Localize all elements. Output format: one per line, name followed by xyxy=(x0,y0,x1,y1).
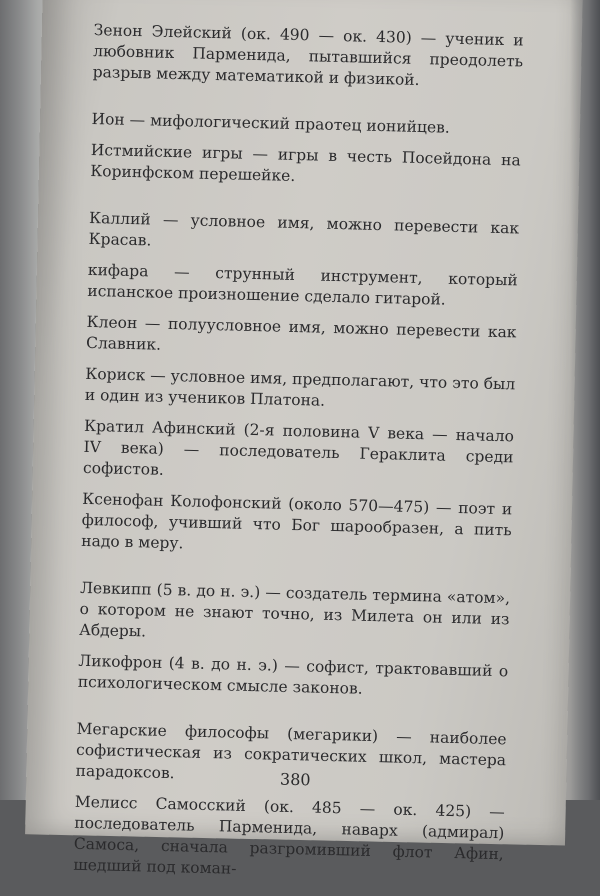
entry-melissus: Мелисс Самосский (ок. 485 — ок. 425) — последователь Парменида, наварх (адмирал) Самоса, сначала разгромивший флот Афин, шедший под коман- xyxy=(73,792,505,878)
entry-kithara: кифара — струнный инструмент, который испанское произношение сделало гитарой. xyxy=(87,260,518,309)
entry-kallias: Каллий — условное имя, можно перевести как Красав. xyxy=(88,208,520,250)
entry-cratylus: Кратил Афинский (2-я половина V века — начало IV века) — последователь Гераклита среди софистов. xyxy=(82,416,515,479)
entry-koriskos: Кориск — условное имя, предполагают, что это был и один из учеников Платона. xyxy=(84,364,516,410)
entry-zenon: Зенон Элейский (ок. 490 — ок. 430) — ученик и любовник Парменида, пытавшийся преодолеть разрыв между математикой и физикой. xyxy=(92,20,524,89)
entry-isthmian-games: Истмийские игры — игры в честь Посейдона на Коринфском перешейке. xyxy=(90,140,521,185)
entry-megarians: Мегарские философы (мегарики) — наиболее софистическая из сократических школ, мастера парадоксов. xyxy=(75,719,507,783)
entry-ion: Ион — мифологический праотец ионийцев. xyxy=(91,109,451,137)
page-edge-shadow xyxy=(570,0,600,800)
entry-kleon: Клеон — полуусловное имя, можно перевести как Славник. xyxy=(85,312,517,354)
entry-xenophanes: Ксенофан Колофонский (около 570—475) — поэт и философ, учивший что Бог шарообразен, а пить надо в меру. xyxy=(81,489,513,553)
entry-leucippus: Левкипп (5 в. до н. э.) — создатель термина «атом», о котором не знают точно, из Милета он или из Абдеры. xyxy=(78,578,511,641)
entry-lycophron: Ликофрон (4 в. до н. э.) — софист, трактовавший о психологическом смысле законов. xyxy=(77,651,509,698)
glossary-text xyxy=(73,20,524,896)
page-number: 380 xyxy=(279,769,311,790)
